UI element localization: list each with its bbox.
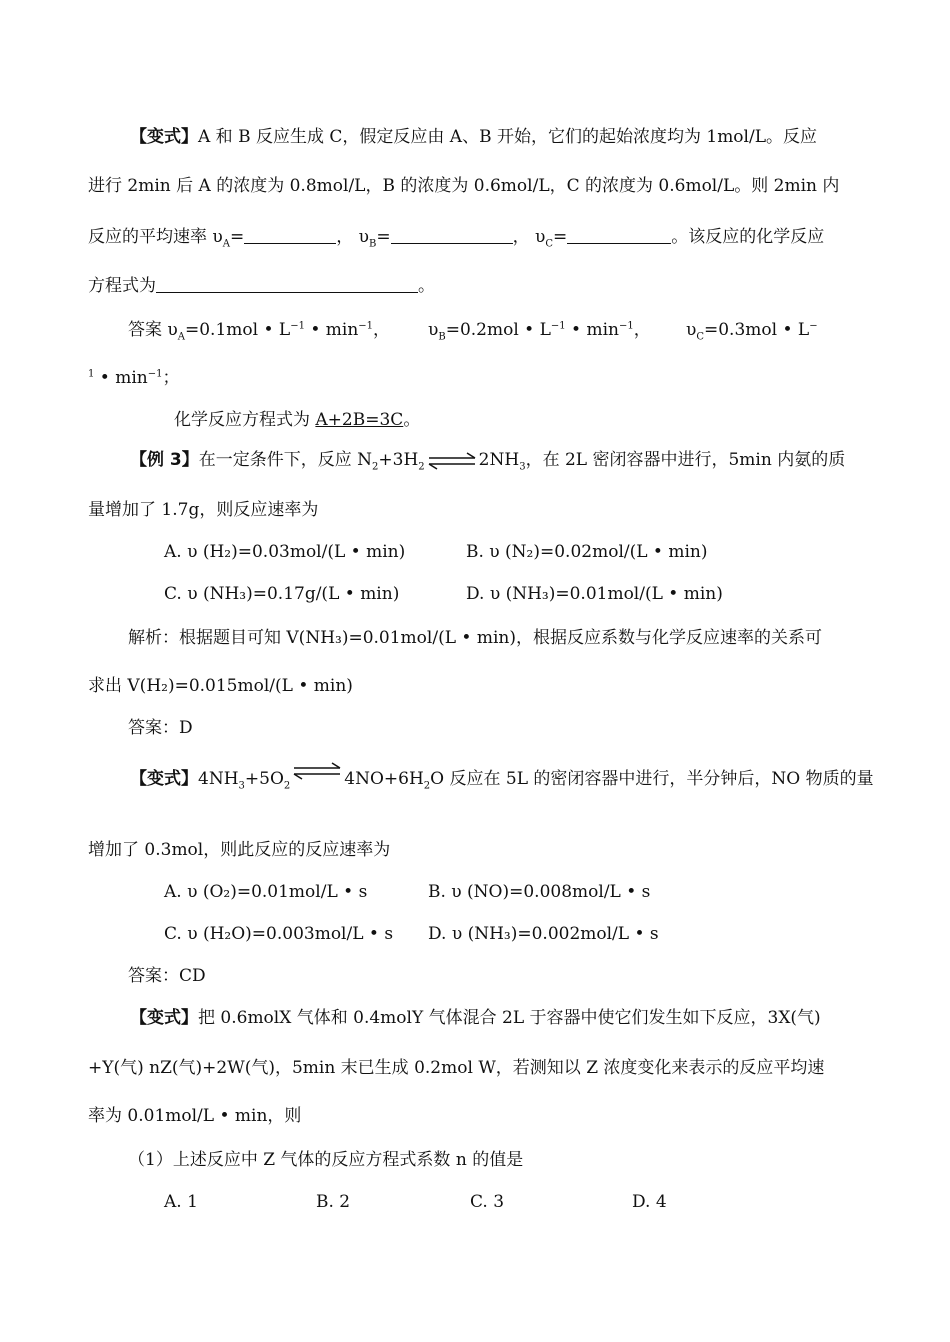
variant1-answer-cont: $^1$ • $\min^{-1}$； — [88, 368, 180, 388]
example3-option-b: B. υ (N₂)=0.02mol/(L • min) — [466, 542, 708, 562]
example3-line1: 【例 3】在一定条件下，反应 $N_2+3H_2$ $2NH_3$，在 2L 密闭容器中进行，5min 内氨的质 — [130, 450, 846, 473]
variant2-line1: 【变式】$4NH_3+5O_2$ $4NO+6H_2O$ 反应在 5L 的密闭容器中进行，半分钟后，NO 物质的量 — [130, 762, 874, 791]
variant3-line1: 【变式】把 0.6molX 气体和 0.4molY 气体混合 2L 于容器中使它们发生如下反应，3X(气) — [130, 1008, 821, 1028]
variant3-line3: 率为 0.01mol/L • min，则 — [88, 1106, 302, 1126]
variant3-option-b: B. 2 — [316, 1192, 351, 1212]
example3-answer: 答案：D — [128, 718, 193, 738]
variant2-option-b: B. υ (NO)=0.008mol/L • s — [428, 882, 651, 902]
variant2-option-d: D. υ (NH₃)=0.002mol/L • s — [428, 924, 659, 944]
example3-line2: 量增加了 1.7g，则反应速率为 — [88, 500, 319, 520]
variant2-option-a: A. υ (O₂)=0.01mol/L • s — [164, 882, 368, 902]
variant1-line3: 反应的平均速率 $\upsilon_A=$ ， $\upsilon_B=$ ， $\upsilon_C=$ 。该反应的化学反应 — [88, 227, 825, 250]
example3-option-a: A. υ (H₂)=0.03mol/(L • min) — [164, 542, 406, 562]
blank-equation[interactable] — [156, 275, 418, 293]
blank-rate-b[interactable] — [391, 226, 513, 244]
variant1-answer-c: $\upsilon_C=0.3mol$ • L− — [686, 320, 818, 343]
blank-rate-c[interactable] — [567, 226, 671, 244]
variant1-answer-b: $\upsilon_B=0.2mol$ • $L^{-1}$ • $\min^{-1}$， — [428, 320, 651, 343]
variant1-equation-answer: 化学反应方程式为 A+2B=3C。 — [174, 410, 421, 430]
variant1-line1: 【变式】A 和 B 反应生成 C，假定反应由 A、B 开始，它们的起始浓度均为 1mol/L。反应 — [130, 127, 817, 147]
example3-tag: 【例 3】 — [130, 450, 199, 470]
variant3-option-a: A. 1 — [164, 1192, 198, 1212]
equation-answer: A+2B=3C — [315, 410, 404, 430]
example3-option-d: D. υ (NH₃)=0.01mol/(L • min) — [466, 584, 723, 604]
example3-option-c: C. υ (NH₃)=0.17g/(L • min) — [164, 584, 400, 604]
equilibrium-arrow-icon — [292, 762, 342, 780]
variant2-line2: 增加了 0.3mol，则此反应的反应速率为 — [88, 840, 391, 860]
variant1-answer-a: 答案 $\upsilon_A=0.1mol$ • $L^{-1}$ • $\min^{-1}$， — [128, 320, 391, 343]
variant3-tag: 【变式】 — [130, 1008, 198, 1028]
variant2-tag: 【变式】 — [130, 769, 198, 789]
variant1-tag: 【变式】 — [130, 127, 198, 147]
variant2-answer: 答案：CD — [128, 966, 206, 986]
variant2-option-c: C. υ (H₂O)=0.003mol/L • s — [164, 924, 394, 944]
variant3-line2: +Y(气) nZ(气)+2W(气)，5min 末已生成 0.2mol W，若测知以 Z 浓度变化来表示的反应平均速 — [88, 1058, 825, 1078]
variant3-question1: （1）上述反应中 Z 气体的反应方程式系数 n 的值是 — [128, 1150, 524, 1170]
variant3-option-c: C. 3 — [470, 1192, 505, 1212]
equilibrium-arrow-icon — [427, 452, 477, 470]
example3-analysis-1: 解析：根据题目可知 V(NH₃)=0.01mol/(L • min)，根据反应系数与化学反应速率的关系可 — [128, 628, 822, 648]
variant3-option-d: D. 4 — [632, 1192, 667, 1212]
example3-analysis-2: 求出 V(H₂)=0.015mol/(L • min) — [88, 676, 353, 696]
variant1-line2: 进行 2min 后 A 的浓度为 0.8mol/L，B 的浓度为 0.6mol/L，C 的浓度为 0.6mol/L。则 2min 内 — [88, 176, 840, 196]
blank-rate-a[interactable] — [244, 226, 336, 244]
variant1-line4: 方程式为 。 — [88, 276, 435, 296]
